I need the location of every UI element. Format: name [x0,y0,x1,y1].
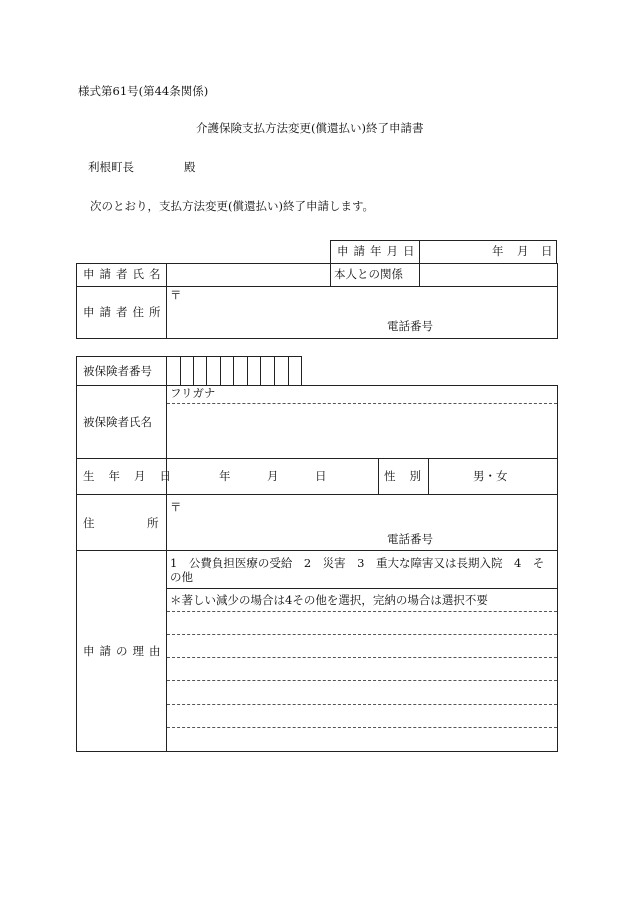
application-date-field[interactable] [420,241,556,263]
applicant-name-label: 申請者氏名 [83,267,166,281]
form-number: 様式第61号(第44条関係) [78,84,209,98]
address-label-2: 所 [147,516,159,530]
birth-day: 日 [315,469,327,483]
addressee-name: 利根町長 [88,160,134,174]
insured-number-digit-1[interactable] [167,357,180,385]
insured-number-digit-10[interactable] [289,357,301,385]
applicant-postal-mark: 〒 [170,288,182,302]
reason-detail-field[interactable] [167,612,557,751]
applicant-address-label: 申請者住所 [83,305,166,319]
address-field[interactable] [167,495,557,549]
birthdate-label: 生年月日 [83,469,185,483]
birth-month: 月 [267,469,279,483]
furigana-field[interactable] [225,386,557,402]
application-date-day: 日 [541,244,553,258]
address-phone-label: 電話番号 [387,532,433,546]
insured-number-label: 被保険者番号 [83,364,152,378]
furigana-label: フリガナ [170,386,216,400]
application-date-label: 申請年月日 [337,244,420,258]
insured-number-digit-9[interactable] [275,357,287,385]
reason-label: 申請の理由 [83,644,166,658]
reason-note: ＊著しい減少の場合は4その他を選択，完納の場合は選択不要 [170,593,488,607]
reason-options-line2[interactable]: の他 [170,570,193,584]
insured-number-digit-6[interactable] [234,357,246,385]
address-label-1: 住 [83,516,95,530]
insured-name-field[interactable] [167,405,557,457]
intro-text: 次のとおり，支払方法変更(償還払い)終了申請します。 [90,199,375,213]
insured-number-digit-4[interactable] [207,357,219,385]
form-title: 介護保険支払方法変更(償還払い)終了申請書 [196,121,424,135]
sex-label: 性別 [384,469,435,483]
insured-number-digit-7[interactable] [248,357,260,385]
application-date-month: 月 [517,244,529,258]
birth-year: 年 [219,469,231,483]
applicant-address-field[interactable] [167,287,557,338]
application-date-year: 年 [492,244,504,258]
reason-options-line1[interactable]: 1 公費負担医療の受給 2 災害 3 重大な障害又は長期入院 4 そ [170,556,545,570]
addressee-honorific: 殿 [184,160,196,174]
relationship-label: 本人との関係 [334,267,403,281]
address-postal-mark: 〒 [170,500,182,514]
applicant-phone-label: 電話番号 [387,319,433,333]
insured-name-label: 被保険者氏名 [83,415,152,429]
insured-number-digit-8[interactable] [261,357,273,385]
sex-options[interactable]: 男・女 [473,469,508,483]
applicant-name-field[interactable] [167,264,329,285]
relationship-field[interactable] [420,264,556,285]
insured-number-digit-2[interactable] [181,357,193,385]
insured-number-digit-3[interactable] [194,357,206,385]
insured-number-digit-5[interactable] [221,357,233,385]
